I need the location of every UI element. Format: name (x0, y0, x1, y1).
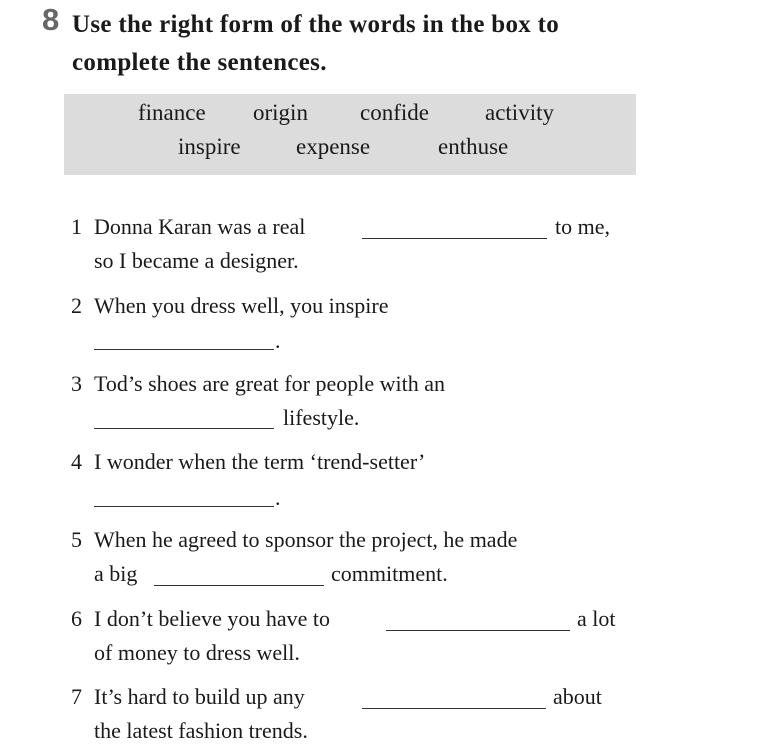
answer-blank[interactable] (94, 410, 274, 429)
answer-blank[interactable] (362, 690, 546, 709)
question-text: When he agreed to sponsor the project, he made (94, 527, 518, 552)
question-text: to me, (555, 214, 610, 239)
answer-blank[interactable] (94, 488, 274, 507)
word-expense: expense (296, 134, 371, 159)
instruction-line-1: Use the right form of the words in the box to (72, 11, 560, 38)
instruction-line-2: complete the sentences. (72, 49, 327, 76)
question-text: about (553, 684, 602, 709)
word-activity: activity (485, 100, 554, 125)
question-number: 5 (71, 527, 82, 552)
question-number: 7 (71, 684, 82, 709)
answer-blank[interactable] (94, 331, 274, 350)
question-text: I don’t believe you have to (94, 606, 331, 631)
question-text: lifestyle. (283, 405, 360, 430)
exercise-instruction (72, 6, 652, 82)
word-inspire: inspire (178, 134, 241, 159)
word-origin: origin (253, 100, 308, 125)
question-number: 1 (71, 214, 82, 239)
question-text: I wonder when the term ‘trend-setter’ (94, 449, 426, 474)
question-text: Tod’s shoes are great for people with an (94, 371, 445, 396)
question-text: of money to dress well. (94, 640, 300, 665)
question-text: the latest fashion trends. (94, 718, 308, 743)
answer-blank[interactable] (362, 220, 547, 239)
exercise-number: 8 (42, 2, 60, 37)
question-text: Donna Karan was a real (94, 214, 306, 239)
question-text: commitment. (331, 561, 448, 586)
answer-blank[interactable] (154, 567, 324, 586)
question-text: a lot (577, 606, 616, 631)
question-punctuation: . (275, 328, 281, 353)
question-number: 6 (71, 606, 82, 631)
question-text: It’s hard to build up any (94, 684, 305, 709)
question-number: 4 (71, 449, 82, 474)
question-text: so I became a designer. (94, 248, 299, 273)
question-number: 2 (71, 293, 82, 318)
question-punctuation: . (275, 485, 281, 510)
question-number: 3 (71, 371, 82, 396)
word-finance: finance (138, 100, 206, 125)
word-enthuse: enthuse (438, 134, 509, 159)
answer-blank[interactable] (386, 612, 570, 631)
word-confide: confide (360, 100, 429, 125)
question-text: When you dress well, you inspire (94, 293, 389, 318)
word-box (64, 94, 636, 175)
question-text: a big (94, 561, 138, 586)
